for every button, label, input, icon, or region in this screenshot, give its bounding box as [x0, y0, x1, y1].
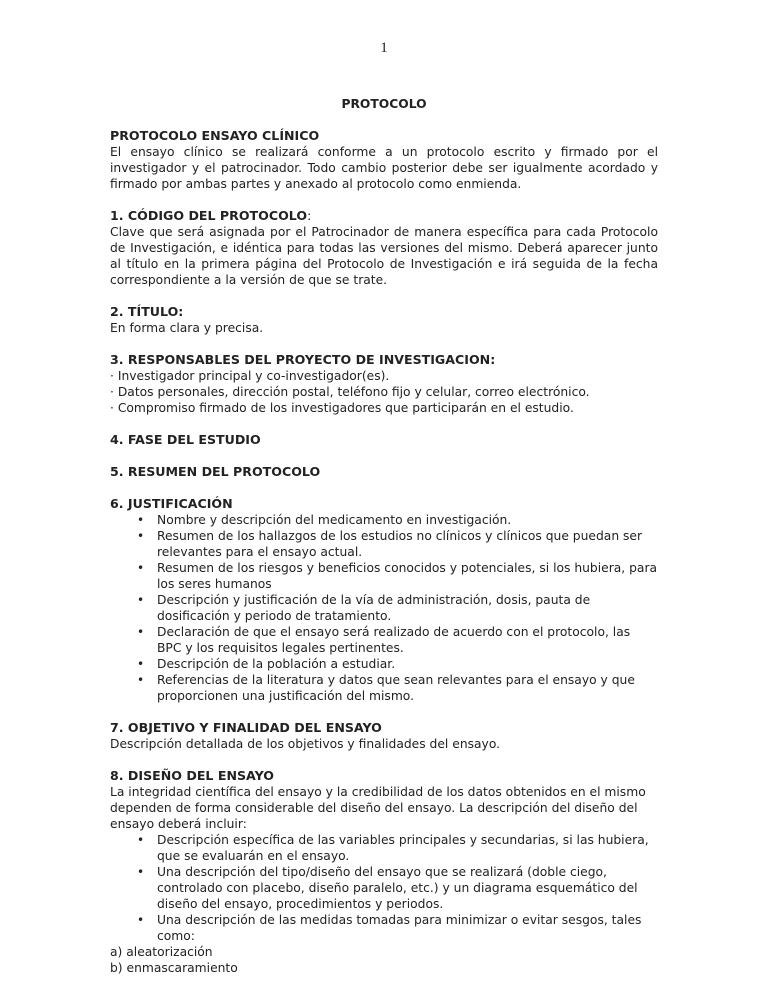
- section-objective: [110, 720, 658, 752]
- list-item: • Resumen de los hallazgos de los estudios no clínicos y clínicos que puedan ser relevantes para el ensayo actual.: [110, 528, 658, 560]
- list-item: • Referencias de la literatura y datos que sean relevantes para el ensayo y que proporcionen una justificación del mismo.: [110, 672, 658, 704]
- document-title: PROTOCOLO: [341, 97, 427, 111]
- page-number: 1: [380, 40, 388, 56]
- section-heading: 3. RESPONSABLES DEL PROYECTO DE INVESTIGACION:: [110, 352, 496, 367]
- section-responsibles: [110, 352, 658, 416]
- list-item: • Descripción de la población a estudiar.: [110, 656, 658, 672]
- section-justification: [110, 496, 658, 704]
- list-item: • Descripción y justificación de la vía de administración, dosis, pauta de dosificación y periodo de tratamiento.: [110, 592, 658, 624]
- sub-list-item: b) enmascaramiento: [110, 961, 238, 975]
- section-heading: 7. OBJETIVO Y FINALIDAD DEL ENSAYO: [110, 720, 382, 735]
- section-heading: 4. FASE DEL ESTUDIO: [110, 432, 261, 447]
- heading-text: 1. CÓDIGO DEL PROTOCOLO: [110, 208, 308, 223]
- list-item: · Investigador principal y co-investigador(es).: [110, 369, 390, 383]
- section-body: Clave que será asignada por el Patrocinador de manera específica para cada Protocolo de Investigación, e idéntica para todas las versiones del mismo. Deberá aparecer junto al título en la primera página del Protocolo de Investigación e irá seguida de la fecha correspondiente a la versión de que se trate.: [110, 225, 658, 287]
- list-item: • Una descripción del tipo/diseño del ensayo que se realizará (doble ciego, controlado con placebo, diseño paralelo, etc.) y un diagrama esquemático del diseño del ensayo, procedimientos y periodos.: [110, 864, 658, 912]
- list-item: · Datos personales, dirección postal, teléfono fijo y celular, correo electrónico.: [110, 385, 590, 399]
- list-item: • Una descripción de las medidas tomadas para minimizar o evitar sesgos, tales como:: [110, 912, 658, 944]
- section-study-phase: [110, 432, 658, 448]
- section-protocol-code: [110, 208, 658, 288]
- section-protocol-summary: [110, 464, 658, 480]
- bullet-list: [110, 832, 658, 944]
- sub-list-item: a) aleatorización: [110, 945, 213, 959]
- section-heading: 2. TÍTULO:: [110, 304, 184, 319]
- section-intro: [110, 128, 658, 192]
- section-body: La integridad científica del ensayo y la credibilidad de los datos obtenidos en el mismo dependen de forma considerable del diseño del ensayo. La descripción del diseño del ensayo deberá incluir:: [110, 785, 646, 831]
- section-heading: [110, 208, 658, 224]
- heading-colon: :: [307, 208, 312, 223]
- list-item: • Descripción específica de las variables principales y secundarias, si las hubiera, que se evaluarán en el ensayo.: [110, 832, 658, 864]
- section-heading: 6. JUSTIFICACIÓN: [110, 496, 233, 511]
- section-heading: 8. DISEÑO DEL ENSAYO: [110, 768, 274, 783]
- list-item: · Compromiso firmado de los investigadores que participarán en el estudio.: [110, 401, 574, 415]
- section-design: [110, 768, 658, 976]
- section-body: El ensayo clínico se realizará conforme a un protocolo escrito y firmado por el investigador y el patrocinador. Todo cambio posterior debe ser igualmente acordado y firmado por ambas partes y anexado al protocolo como enmienda.: [110, 145, 658, 191]
- section-body: En forma clara y precisa.: [110, 321, 264, 335]
- section-title: [110, 304, 658, 336]
- list-item: • Nombre y descripción del medicamento en investigación.: [110, 512, 658, 528]
- list-item: • Resumen de los riesgos y beneficios conocidos y potenciales, si los hubiera, para los seres humanos: [110, 560, 658, 592]
- section-body: Descripción detallada de los objetivos y finalidades del ensayo.: [110, 737, 501, 751]
- section-heading: 5. RESUMEN DEL PROTOCOLO: [110, 464, 321, 479]
- document-body: [110, 96, 658, 992]
- list-item: • Declaración de que el ensayo será realizado de acuerdo con el protocolo, las BPC y los requisitos legales pertinentes.: [110, 624, 658, 656]
- section-heading: PROTOCOLO ENSAYO CLÍNICO: [110, 128, 320, 143]
- bullet-list: [110, 512, 658, 704]
